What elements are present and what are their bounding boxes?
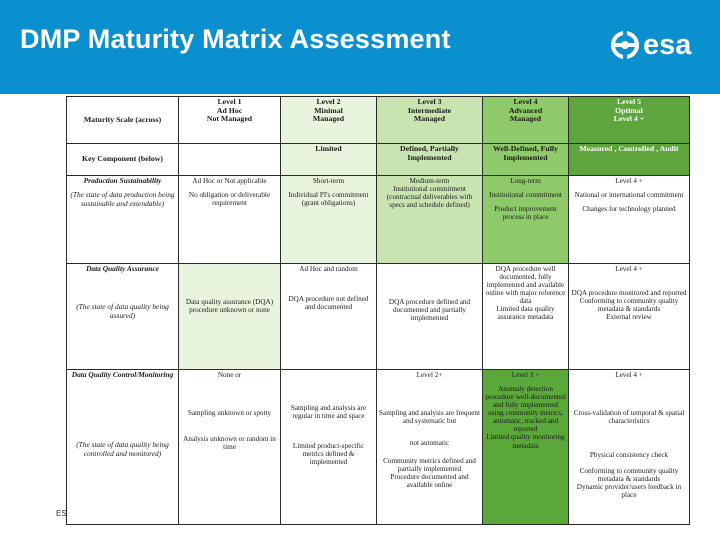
footer-text: ES: [56, 509, 67, 518]
level-3-label: Intermediate: [407, 105, 452, 115]
ps-level-2-cell: [281, 176, 377, 264]
ps-level-2-b: Individual PI's commitment (grant obligations): [288, 191, 369, 208]
ps-level-3-b: Institutional commitment (contractual deliverables with specs and schedule defined): [386, 185, 473, 210]
level-5-sub: Measured , Controlled , Audit: [569, 144, 690, 176]
dqa-level-5-cell: [569, 264, 690, 370]
level-2-sub: Limited: [281, 144, 377, 176]
dqc-level-5-d: Conforming to community quality metadata & standards: [579, 467, 679, 484]
level-1-managed: Not Managed: [206, 114, 253, 124]
ps-level-4-c: Product improvement process in place: [494, 205, 557, 222]
dqa-level-4-b: Limited data quality assurance metadata: [496, 305, 555, 322]
level-1-name: Level 1: [217, 97, 242, 106]
ps-level-1-b: No obligation or deliverable requirement: [188, 191, 271, 208]
level-4-name: Level 4: [513, 97, 538, 106]
dqa-level-4-cell: [483, 264, 569, 370]
component-data-quality-assurance: [67, 264, 179, 370]
component-state: (The state of data production being sustainable and extendable): [70, 190, 175, 208]
dqc-level-2-cell: [281, 370, 377, 525]
level-1-label: Ad Hoc: [216, 105, 243, 115]
component-data-quality-control: [67, 370, 179, 525]
level-1-header: [179, 97, 281, 144]
levels-header-row: [67, 97, 690, 144]
header-banner: [0, 0, 720, 94]
level-4-header: [483, 97, 569, 144]
level-3-sub: Defined, Partially Implemented: [377, 144, 483, 176]
dqc-level-3-cell: [377, 370, 483, 525]
dqc-level-5-cell: [569, 370, 690, 525]
dqc-level-5-c: Physical consistency check: [589, 451, 669, 460]
level-2-header: [281, 97, 377, 144]
ps-level-4-cell: [483, 176, 569, 264]
component-name: Production Sustainability: [83, 176, 162, 185]
ps-level-5-cell: [569, 176, 690, 264]
dqc-level-5-b: Cross-validation of temporal & spatial characteristics: [573, 409, 685, 426]
component-name: Data Quality Assurance: [86, 264, 159, 273]
key-component-label: Key Component (below): [67, 144, 179, 176]
dqc-level-3-b: Sampling and analysis are frequent and systematic but: [379, 409, 480, 426]
dqa-level-5-d: External review: [606, 313, 652, 322]
level-2-name: Level 2: [316, 97, 341, 106]
dqa-level-1-cell: [179, 264, 281, 370]
dqa-level-5-c: Conforming to community quality metadata & standards: [579, 297, 679, 314]
component-state: (The state of data quality being controlled and monitored): [76, 440, 169, 458]
ps-level-5-b: National or international commitment: [574, 191, 684, 200]
dqa-level-3-a: DQA procedure defined and documented and partially implemented: [388, 298, 471, 323]
esa-logo-text: esa: [643, 29, 692, 61]
dqa-level-1-a: Data quality assurance (DQA) procedure unknown or none: [185, 298, 274, 315]
level-5-managed: Level 4 +: [613, 114, 645, 124]
dqa-level-3-cell: [377, 264, 483, 370]
page-title: DMP Maturity Matrix Assessment: [20, 24, 451, 54]
ps-level-1-cell: [179, 176, 281, 264]
dqc-level-1-cell: [179, 370, 281, 525]
level-4-managed: Managed: [509, 114, 542, 124]
data-quality-assurance-row: [67, 264, 690, 370]
dqc-level-4-cell: [483, 370, 569, 525]
dqa-level-5-b: DQA procedure monitored and reported: [571, 289, 687, 298]
dqc-level-4-b: Anomaly detection procedure well-documented and fully implemented using community metrics, automatic, tracked and reported: [485, 385, 566, 434]
dqc-level-4-a: Level 3 +: [511, 371, 540, 379]
dqc-level-1-c: Analysis unknown or random in time: [183, 435, 276, 452]
key-component-row: [67, 144, 690, 176]
component-state: (The state of data quality being assured): [76, 302, 169, 320]
dqc-level-5-e: Dynamic provider/users feedback in place: [576, 483, 682, 500]
level-5-label: Optimal: [615, 105, 643, 115]
dqc-level-1-a: None or: [217, 371, 242, 379]
level-5-header: [569, 97, 690, 144]
level-3-header: [377, 97, 483, 144]
dqc-level-1-b: Sampling unknown or spotty: [187, 409, 272, 418]
component-name: Data Quality Control/Monitoring: [71, 370, 174, 379]
dqa-level-2-a: Ad Hoc and random: [299, 265, 358, 273]
dqc-level-5-a: Level 4 +: [615, 371, 643, 379]
level-4-label: Advanced: [508, 105, 543, 115]
dqc-level-3-d: Community metrics defined and partially implemented: [383, 457, 476, 474]
component-production-sustainability: [67, 176, 179, 264]
data-quality-control-row: [67, 370, 690, 525]
ps-level-5-a: Level 4 +: [615, 177, 643, 185]
maturity-matrix-table: [66, 96, 690, 525]
level-5-name: Level 5: [616, 97, 642, 106]
dqc-level-3-c: not automatic: [409, 439, 450, 448]
dqc-level-3-a: Level 2+: [416, 371, 443, 379]
dqc-level-3-e: Procedure documented and available online: [390, 473, 469, 490]
maturity-scale-label: Maturity Scale (across): [67, 97, 179, 144]
ps-level-3-a: Medium-term: [409, 177, 450, 185]
esa-logo: [608, 27, 698, 67]
ps-level-3-cell: [377, 176, 483, 264]
esa-logo-icon: [608, 27, 642, 63]
ps-level-2-a: Short-term: [312, 177, 345, 185]
level-4-sub: Well-Defined, Fully Implemented: [483, 144, 569, 176]
level-3-name: Level 3: [417, 97, 442, 106]
level-2-label: Minimal: [314, 105, 343, 115]
dqc-level-2-b: Limited product-specific metrics defined & implemented: [292, 442, 365, 467]
production-sustainability-row: [67, 176, 690, 264]
ps-level-1-a: Ad Hoc or Not applicable: [192, 177, 267, 185]
dqa-level-2-b: DQA procedure not defined and documented: [288, 295, 369, 312]
level-1-sub: [179, 144, 281, 176]
ps-level-4-a: Long-term: [510, 177, 541, 185]
ps-level-5-c: Changes for technology planned: [582, 205, 676, 214]
ps-level-4-b: Institutional commitment: [489, 191, 562, 200]
dqc-level-2-a: Sampling and analysis are regular in time and space: [290, 404, 367, 421]
dqa-level-5-a: Level 4 +: [615, 265, 643, 273]
dqa-level-4-a: DQA procedure well documented, fully implemented and available online with major reference data: [485, 265, 566, 306]
dqc-level-4-c: Limited quality monitoring metadata: [486, 433, 565, 450]
level-2-managed: Managed: [312, 114, 345, 124]
dqa-level-2-cell: [281, 264, 377, 370]
level-3-managed: Managed: [413, 114, 446, 124]
